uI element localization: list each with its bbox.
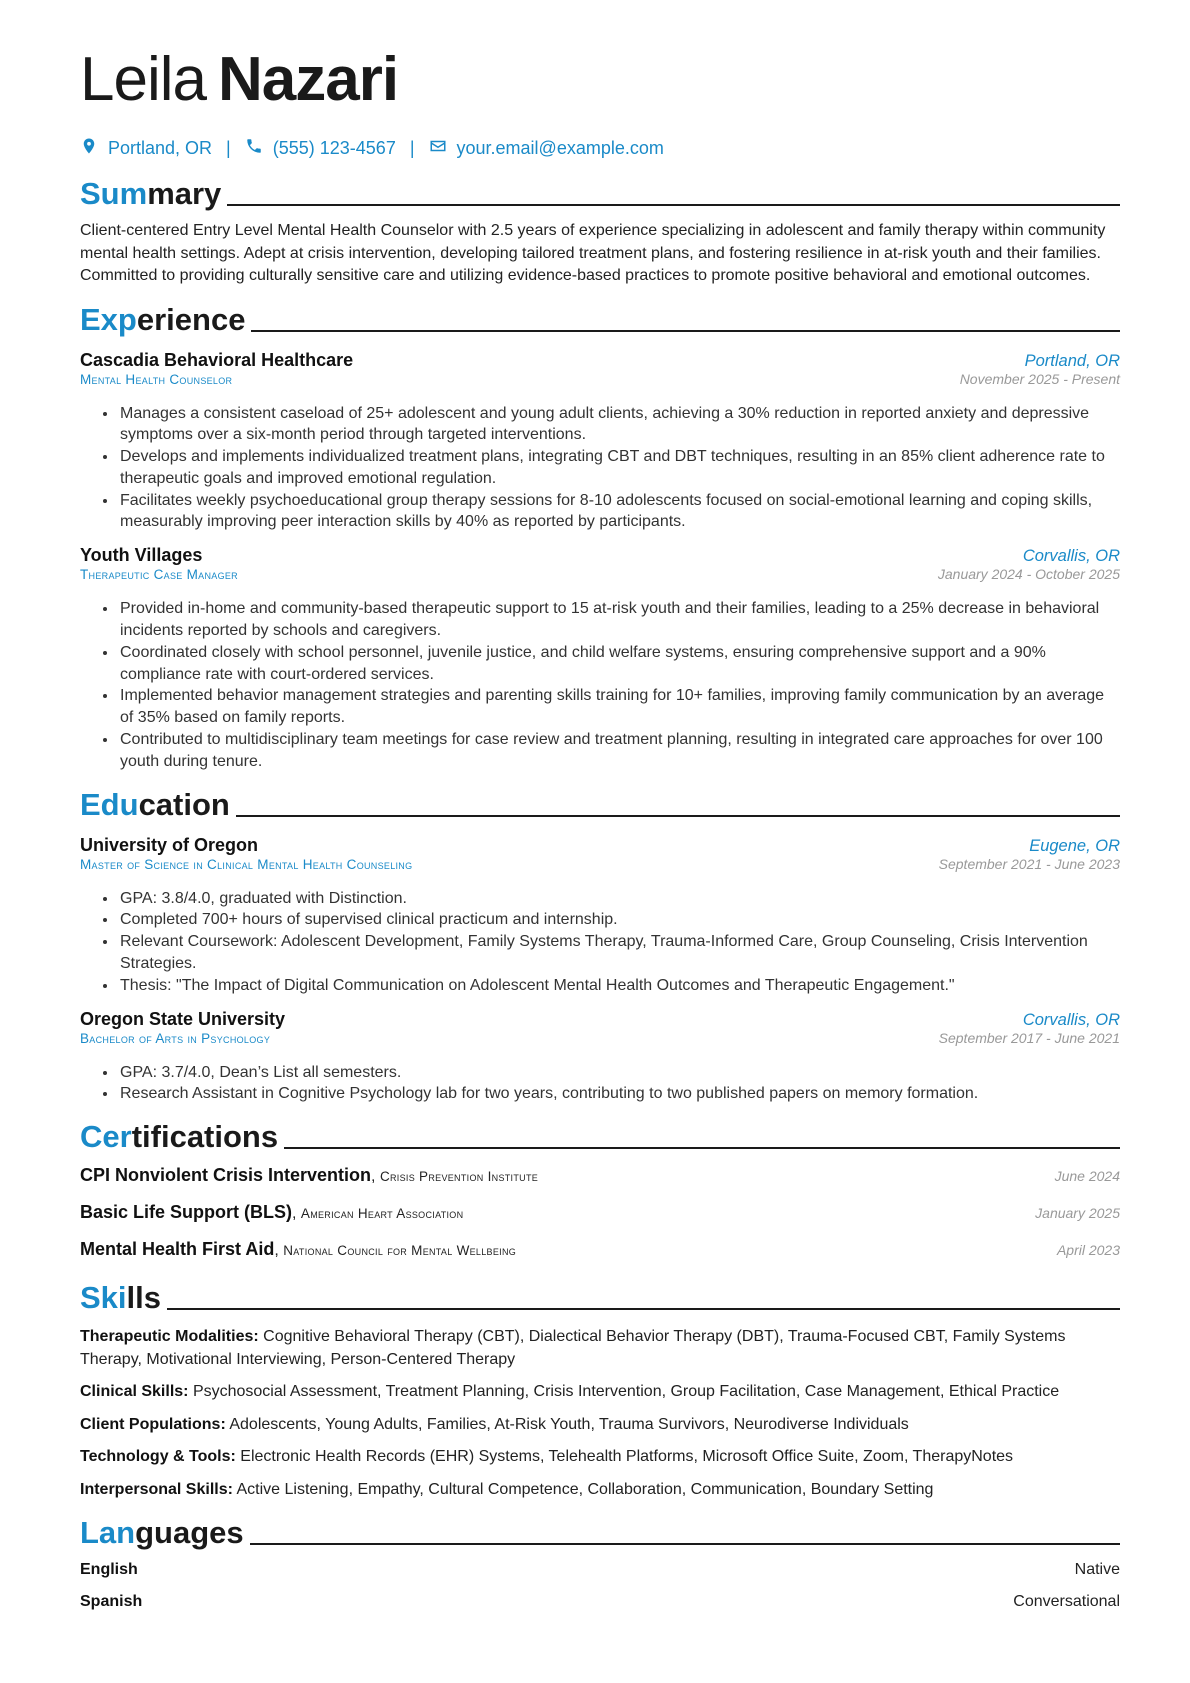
- section-title-accent: Exp: [80, 301, 137, 337]
- email-text: your.email@example.com: [456, 137, 664, 158]
- certification-issuer: National Council for Mental Wellbeing: [283, 1243, 517, 1259]
- languages-heading: [80, 1511, 1120, 1551]
- section-title-rest: erience: [136, 301, 246, 337]
- skills-heading: [80, 1276, 1120, 1316]
- job-location: Corvallis, OR: [1022, 547, 1120, 566]
- skill-label: Interpersonal Skills:: [80, 1480, 233, 1498]
- bullet-item: • Facilitates weekly psychoeducational group therapy sessions for 8-10 adolescents focused on social-emotional learning and coping skills, measurably improving peer interaction skills by 40% as reported by participants.: [118, 490, 1120, 534]
- contact-location: [80, 137, 212, 160]
- skill-label: Client Populations:: [80, 1415, 226, 1433]
- section-title-accent: Sum: [80, 176, 148, 211]
- section-title-accent: Cer: [80, 1119, 132, 1155]
- summary-text: Client-centered Entry Level Mental Health Counselor with 2.5 years of experience specializing in adolescent and family therapy within community mental health settings. Adept at crisis intervention, developing tailored treatment plans, and fostering resilience in at-risk youth and their families. Committed to providing culturally sensitive care and utilizing evidence-based practices to promote positive behavioral and emotional outcomes.: [80, 222, 1106, 284]
- certification-item: Mental Health First Aid, National Council for Mental Wellbeing April 2023: [80, 1239, 1120, 1260]
- certification-date: June 2024: [1054, 1168, 1120, 1185]
- skill-group: [80, 1446, 1120, 1469]
- language-level: Conversational: [1013, 1593, 1120, 1611]
- skill-values: Psychosocial Assessment, Treatment Planning, Crisis Intervention, Group Facilitation, Case Management, Ethical Practice: [192, 1383, 1060, 1401]
- bullet-item: • Coordinated closely with school personnel, juvenile justice, and child welfare systems, ensuring comprehensive support and a 90% compliance rate with court-ordered services.: [118, 642, 1120, 686]
- bullet-item: • GPA: 3.8/4.0, graduated with Distinction.: [118, 888, 1120, 910]
- certification-item: Basic Life Support (BLS), American Heart Association January 2025: [80, 1202, 1120, 1223]
- skill-group: [80, 1381, 1120, 1404]
- skill-group: [80, 1479, 1120, 1502]
- section-rule: [251, 330, 1120, 332]
- phone-text: (555) 123-4567: [272, 137, 396, 158]
- section-title-accent: Ski: [80, 1280, 127, 1316]
- school-location: Corvallis, OR: [1022, 1010, 1120, 1029]
- job-title: Therapeutic Case Manager: [80, 567, 238, 583]
- contact-email[interactable]: [429, 137, 664, 160]
- section-rule: [284, 1147, 1120, 1149]
- skill-label: Technology & Tools:: [80, 1448, 236, 1466]
- skill-values: Cognitive Behavioral Therapy (CBT), Dialectical Behavior Therapy (DBT), Trauma-Focused CBT, Family Systems Therapy, Motivational Interviewing, Person-Centered Therapy: [80, 1328, 1066, 1368]
- bullet-list: [80, 598, 1120, 772]
- contact-separator: |: [409, 137, 415, 158]
- language-item: [80, 1593, 1120, 1615]
- certification-item: CPI Nonviolent Crisis Intervention, Crisis Prevention Institute June 2024: [80, 1165, 1120, 1186]
- skill-group: [80, 1326, 1120, 1371]
- bullet-item: • Contributed to multidisciplinary team meetings for case review and treatment planning, resulting in integrated care approaches for over 100 youth during tenure.: [118, 729, 1120, 773]
- location-text: Portland, OR: [108, 137, 213, 158]
- section-title-rest: guages: [135, 1515, 244, 1551]
- contact-separator: |: [226, 137, 231, 158]
- section-title-rest: cation: [138, 786, 230, 822]
- skill-label: Clinical Skills:: [80, 1383, 189, 1401]
- job-dates: January 2024 - October 2025: [937, 566, 1120, 583]
- skill-values: Adolescents, Young Adults, Families, At-Risk Youth, Trauma Survivors, Neurodiverse Individuals: [229, 1415, 909, 1433]
- summary-heading: [80, 172, 1120, 212]
- section-rule: [227, 204, 1120, 206]
- education-dates: September 2017 - June 2021: [938, 1029, 1120, 1046]
- section-title-accent: Lan: [80, 1515, 136, 1551]
- skill-label: Therapeutic Modalities:: [80, 1328, 259, 1346]
- school-name: Oregon State University: [80, 1008, 286, 1029]
- section-title-rest: mary: [147, 176, 222, 211]
- certification-name: Basic Life Support (BLS): [80, 1202, 293, 1223]
- bullet-list: [80, 1062, 1120, 1106]
- certification-issuer: Crisis Prevention Institute: [379, 1169, 539, 1185]
- certification-date: April 2023: [1056, 1242, 1120, 1259]
- education-entry: [80, 1009, 1120, 1106]
- phone-icon: [245, 137, 263, 160]
- language-level: Native: [1074, 1561, 1120, 1579]
- experience-entry: [80, 545, 1120, 772]
- bullet-item: • Manages a consistent caseload of 25+ adolescent and young adult clients, achieving a 30% reduction in reported anxiety and depressive symptoms over a six-month period through targeted interventions.: [118, 403, 1120, 447]
- employer-name: Youth Villages: [80, 545, 203, 566]
- resume-page: [80, 40, 1120, 1615]
- degree-title: Bachelor of Arts in Psychology: [80, 1030, 271, 1046]
- bullet-item: • Completed 700+ hours of supervised clinical practicum and internship.: [118, 909, 1120, 931]
- certifications-heading: [80, 1115, 1120, 1155]
- bullet-list: [80, 888, 1120, 997]
- section-rule: [250, 1543, 1120, 1545]
- experience-heading: [80, 298, 1120, 338]
- education-heading: [80, 783, 1120, 823]
- bullet-item: • Research Assistant in Cognitive Psychology lab for two years, contributing to two published papers on memory formation.: [118, 1083, 1120, 1105]
- section-title-rest: tifications: [131, 1119, 279, 1155]
- bullet-list: [80, 403, 1120, 534]
- envelope-icon: [429, 137, 447, 160]
- degree-title: Master of Science in Clinical Mental Health Counseling: [80, 856, 413, 872]
- bullet-item: • Thesis: "The Impact of Digital Communication on Adolescent Mental Health Outcomes and Therapeutic Engagement.": [118, 975, 1120, 997]
- section-title-accent: Edu: [80, 786, 139, 822]
- bullet-item: • Provided in-home and community-based therapeutic support to 15 at-risk youth and their families, leading to a 25% decrease in behavioral incidents reported by schools and caregivers.: [118, 598, 1120, 642]
- certification-issuer: American Heart Association: [300, 1206, 464, 1222]
- bullet-item: • GPA: 3.7/4.0, Dean’s List all semesters.: [118, 1062, 1120, 1084]
- bullet-item: • Implemented behavior management strategies and parenting skills training for 10+ families, improving family communication by an average of 35% based on family reports.: [118, 685, 1120, 729]
- job-title: Mental Health Counselor: [80, 371, 233, 387]
- certification-name: Mental Health First Aid: [80, 1239, 275, 1260]
- contact-phone[interactable]: [245, 137, 396, 160]
- skill-values: Electronic Health Records (EHR) Systems, Telehealth Platforms, Microsoft Office Suite, Zoom, TherapyNotes: [240, 1448, 1014, 1466]
- skill-values: Active Listening, Empathy, Cultural Competence, Collaboration, Communication, Boundary Setting: [236, 1480, 934, 1498]
- contact-bar: [80, 134, 1120, 162]
- certification-date: January 2025: [1035, 1205, 1120, 1222]
- skill-group: [80, 1414, 1120, 1437]
- last-name: Nazari: [218, 45, 399, 114]
- bullet-item: • Develops and implements individualized treatment plans, integrating CBT and DBT techniques, resulting in an 85% client adherence rate to therapeutic goals and improved emotional regulation.: [118, 446, 1120, 490]
- candidate-name: [80, 40, 1120, 120]
- bullet-item: • Relevant Coursework: Adolescent Development, Family Systems Therapy, Trauma-Informed Care, Group Counseling, Crisis Intervention Strategies.: [118, 931, 1120, 975]
- job-dates: November 2025 - Present: [959, 370, 1120, 387]
- section-title-rest: lls: [126, 1280, 161, 1316]
- employer-name: Cascadia Behavioral Healthcare: [80, 349, 354, 370]
- language-item: [80, 1561, 1120, 1583]
- language-name: Spanish: [80, 1593, 143, 1611]
- job-location: Portland, OR: [1024, 351, 1120, 370]
- education-entry: [80, 835, 1120, 997]
- certification-name: CPI Nonviolent Crisis Intervention: [80, 1165, 372, 1186]
- education-dates: September 2021 - June 2023: [938, 855, 1120, 872]
- language-name: English: [80, 1561, 138, 1579]
- section-rule: [236, 815, 1120, 817]
- first-name: Leila: [80, 45, 206, 114]
- experience-entry: [80, 350, 1120, 534]
- school-location: Eugene, OR: [1029, 836, 1120, 855]
- school-name: University of Oregon: [80, 834, 259, 855]
- section-rule: [167, 1308, 1120, 1310]
- map-pin-icon: [80, 137, 98, 160]
